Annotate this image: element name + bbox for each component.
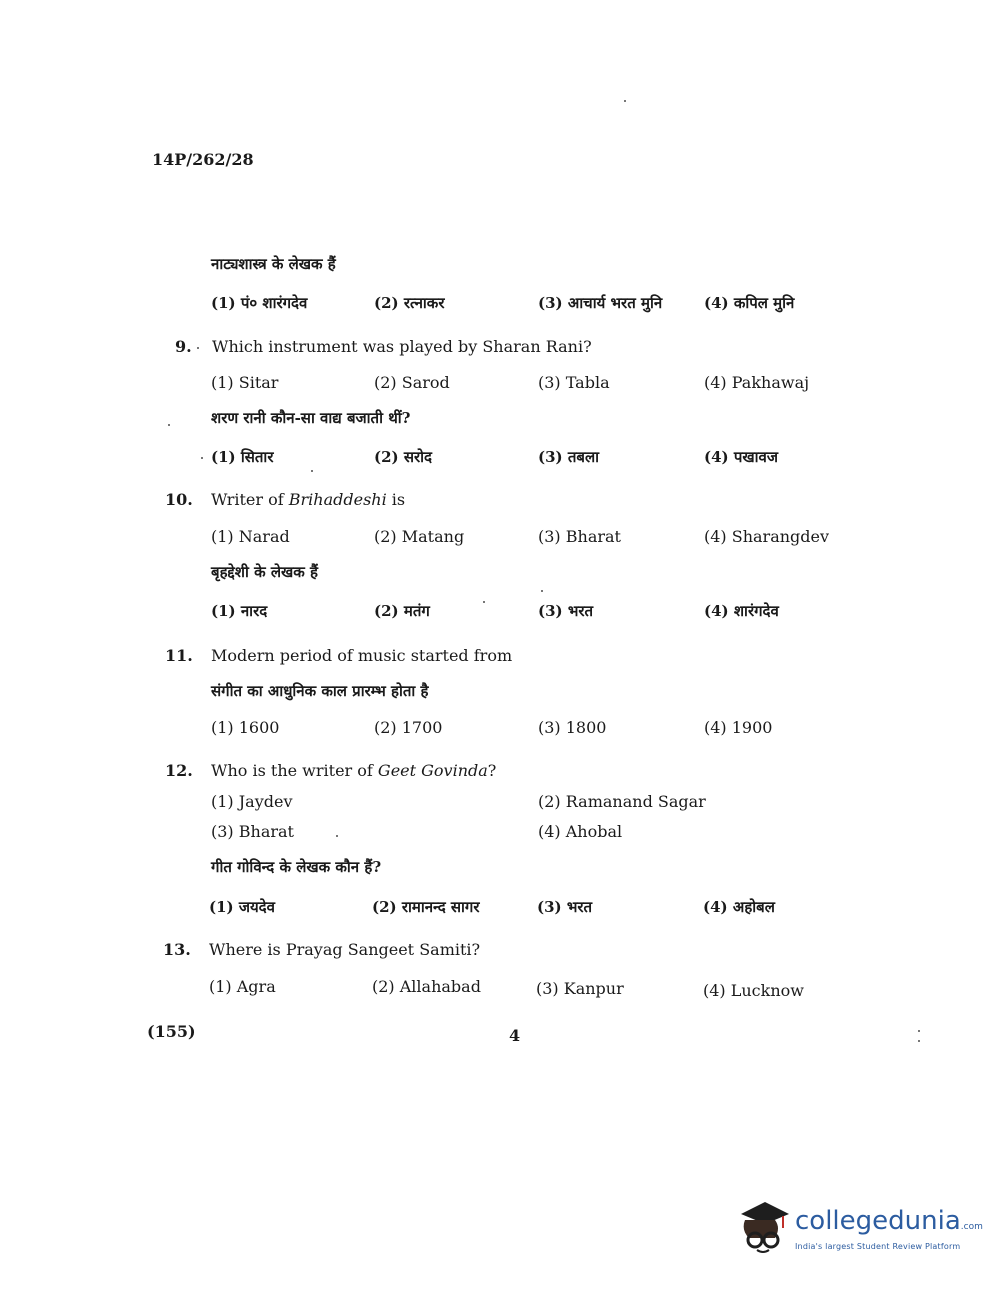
q10-option-4: (4) Sharangdev (704, 527, 830, 546)
q11-option-1: (1) 1600 (211, 718, 280, 737)
q9-option-1: (1) Sitar (211, 373, 279, 392)
q12-option-2: (2) Ramanand Sagar (538, 792, 706, 811)
q10-question: Writer of Brihaddeshi is (211, 490, 406, 509)
q8-hindi-question: नाट्यशास्त्र के लेखक हैं (211, 255, 336, 273)
q10-option-3: (3) Bharat (538, 527, 621, 546)
q9-question: Which instrument was played by Sharan Rani? (212, 337, 592, 356)
footer-code: (155) (147, 1022, 196, 1041)
q8-hindi-option-3: (3) आचार्य भरत मुनि (538, 294, 663, 312)
q8-hindi-option-2: (2) रत्नाकर (374, 294, 445, 312)
q12-option-4: (4) Ahobal (538, 822, 623, 841)
scan-speck (624, 100, 626, 102)
scan-speck (168, 424, 170, 426)
q8-hindi-option-4: (4) कपिल मुनि (704, 294, 795, 312)
collegedunia-tagline: India's largest Student Review Platform (795, 1242, 961, 1251)
q13-option-2: (2) Allahabad (372, 977, 481, 996)
q12-hindi-option-3: (3) भरत (537, 898, 593, 916)
q9-hindi-option-4: (4) पखावज (704, 448, 778, 466)
q12-number: 12. (165, 761, 193, 780)
page-number: 4 (509, 1026, 521, 1045)
scan-speck (311, 470, 313, 472)
collegedunia-logo (735, 1196, 983, 1260)
q11-option-2: (2) 1700 (374, 718, 443, 737)
collegedunia-wordmark: collegedunia.com (795, 1206, 983, 1236)
q11-question: Modern period of music started from (211, 646, 513, 665)
scan-speck (201, 457, 203, 459)
scan-speck (483, 601, 485, 603)
q12-hindi-question: गीत गोविन्द के लेखक कौन हैं? (211, 858, 382, 876)
q10-hindi-question: बृहद्देशी के लेखक हैं (211, 563, 318, 581)
q12-option-3: (3) Bharat (211, 822, 294, 841)
q12-question: Who is the writer of Geet Govinda? (211, 761, 497, 780)
q11-number: 11. (165, 646, 193, 665)
q12-hindi-option-4: (4) अहोबल (703, 898, 775, 916)
q13-number: 13. (163, 940, 191, 959)
q9-option-3: (3) Tabla (538, 373, 610, 392)
q9-option-2: (2) Sarod (374, 373, 450, 392)
scan-speck (541, 590, 543, 592)
q10-hindi-option-2: (2) मतंग (374, 602, 430, 620)
q10-hindi-option-3: (3) भरत (538, 602, 594, 620)
q10-hindi-option-1: (1) नारद (211, 602, 268, 620)
q13-option-3: (3) Kanpur (536, 979, 624, 998)
mascot-graduation-cap-icon (735, 1196, 791, 1256)
q8-hindi-option-1: (1) पं० शारंगदेव (211, 294, 308, 312)
scan-speck (336, 835, 338, 837)
q10-number: 10. (165, 490, 193, 509)
q9-hindi-question: शरण रानी कौन-सा वाद्य बजाती थीं? (211, 409, 411, 427)
q13-option-1: (1) Agra (209, 977, 276, 996)
q10-option-1: (1) Narad (211, 527, 290, 546)
q10-hindi-option-4: (4) शारंगदेव (704, 602, 779, 620)
q9-number: 9. (175, 337, 192, 356)
q12-option-1: (1) Jaydev (211, 792, 293, 811)
q11-hindi-question: संगीत का आधुनिक काल प्रारम्भ होता है (211, 682, 429, 700)
q13-option-4: (4) Lucknow (703, 981, 804, 1000)
q9-hindi-option-1: (1) सितार (211, 448, 274, 466)
scan-speck (197, 347, 199, 349)
q10-option-2: (2) Matang (374, 527, 465, 546)
scan-speck (918, 1030, 920, 1032)
q9-option-4: (4) Pakhawaj (704, 373, 810, 392)
scan-speck (918, 1040, 920, 1042)
q12-hindi-option-1: (1) जयदेव (209, 898, 275, 916)
q12-hindi-option-2: (2) रामानन्द सागर (372, 898, 480, 916)
q9-hindi-option-3: (3) तबला (538, 448, 600, 466)
q11-option-4: (4) 1900 (704, 718, 773, 737)
q11-option-3: (3) 1800 (538, 718, 607, 737)
q9-hindi-option-2: (2) सरोद (374, 448, 432, 466)
q13-question: Where is Prayag Sangeet Samiti? (209, 940, 481, 959)
paper-code: 14P/262/28 (152, 150, 254, 169)
